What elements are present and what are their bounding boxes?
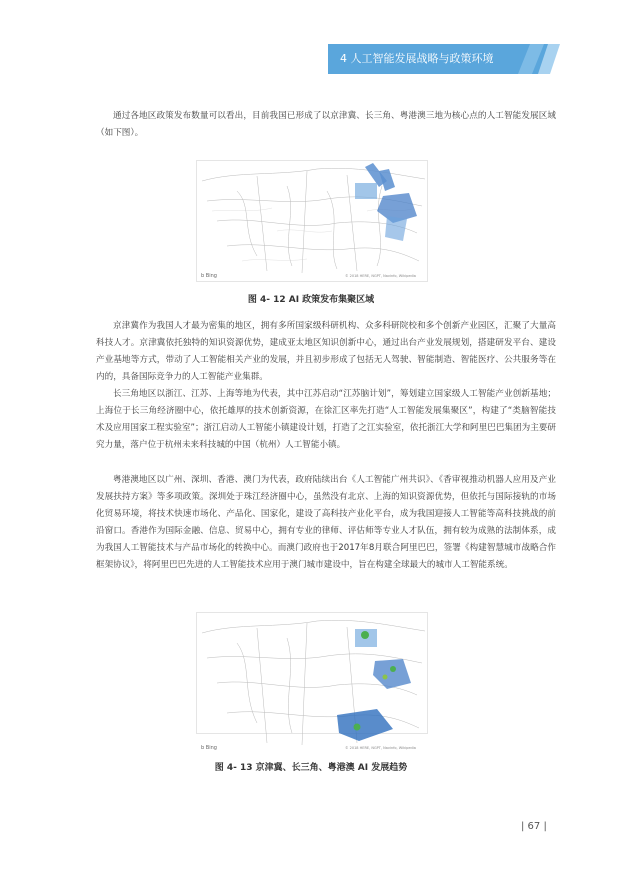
paragraph-greater-bay: 粤港澳地区以广州、深圳、香港、澳门为代表，政府陆续出台《人工智能广州共识》、《香审视推动机器人应用及产业发展扶持方案》等多项政策。深圳处于珠江经济圈中心，虽然没有北京、上海的知识资源优势，但依托与国际接轨的市场化贸易环境，将技术快速市场化、产品化、国家化，建设了高科技产业化平台，成为我国迎接人工智能等高科技挑战的前沿窗口。香港作为国际金融、信息、贸易中心，拥有专业的律师、评估师等专业人才队伍，拥有较为成熟的法制体系，成为我国人工智能技术与产品市场化的转换中心。而澳门政府也于2017年8月联合阿里巴巴，签署《构建智慧城市战略合作框架协议》，将阿里巴巴先进的人工智能技术应用于澳门城市建设中，旨在构建全球最大的城市人工智能系统。 (96, 475, 556, 570)
paragraph-intro: 通过各地区政策发布数量可以看出，目前我国已形成了以京津冀、长三角、粤港澳三地为核心点的人工智能发展区域（如下图）。 (96, 111, 556, 138)
figure-caption-2: 图 4- 13 京津冀、长三角、粤港澳 AI 发展趋势 (214, 763, 408, 773)
map-logo-1: b Bing (201, 273, 217, 279)
map-logo-2: b Bing (201, 745, 217, 751)
map-credit-1: © 2018 HERE, NGPT, Navinfo, Wikipedia (345, 274, 416, 278)
map-figure-ai-trends (196, 612, 428, 751)
paragraph-yangtze-delta: 长三角地区以浙江、江苏、上海等地为代表，其中江苏启动“江苏脑计划”，筹划建立国家级人工智能产业创新基地；上海位于长三角经济圈中心，依托雄厚的技术创新资源，在徐汇区率先打造“人工智能发展集聚区”，构建了“类脑智能技术及应用国家工程实验室”；浙江启动人工智能小镇建设计划，打造了之江实验室，依托浙江大学和阿里巴巴集团为主要研究力量，落户位于杭州未来科技城的中国（杭州）人工智能小镇。 (96, 389, 556, 450)
map-figure-policy-clusters (196, 160, 428, 282)
page-number: | 67 | (521, 821, 547, 832)
map-credit-2: © 2018 HERE, NGPT, Navinfo, Wikipedia (345, 746, 416, 750)
paragraph-jingjinji: 京津冀作为我国人才最为密集的地区，拥有多所国家级科研机构、众多科研院校和多个创新产业园区，汇聚了大量高科技人才。京津冀依托独特的知识资源优势，建成亚太地区知识创新中心，通过出台产业发展规划，搭建研发平台、建设产业基地等方式，带动了人工智能相关产业的发展，并且初步形成了包括无人驾驶、智能制造、智能医疗、公共服务等在内的，具备国际竞争力的人工智能产业集群。 (96, 321, 556, 382)
chapter-title: 4 人工智能发展战略与政策环境 (340, 52, 494, 65)
figure-caption-1: 图 4- 12 AI 政策发布集聚区域 (247, 295, 375, 305)
header-stripes-decoration (490, 44, 560, 74)
